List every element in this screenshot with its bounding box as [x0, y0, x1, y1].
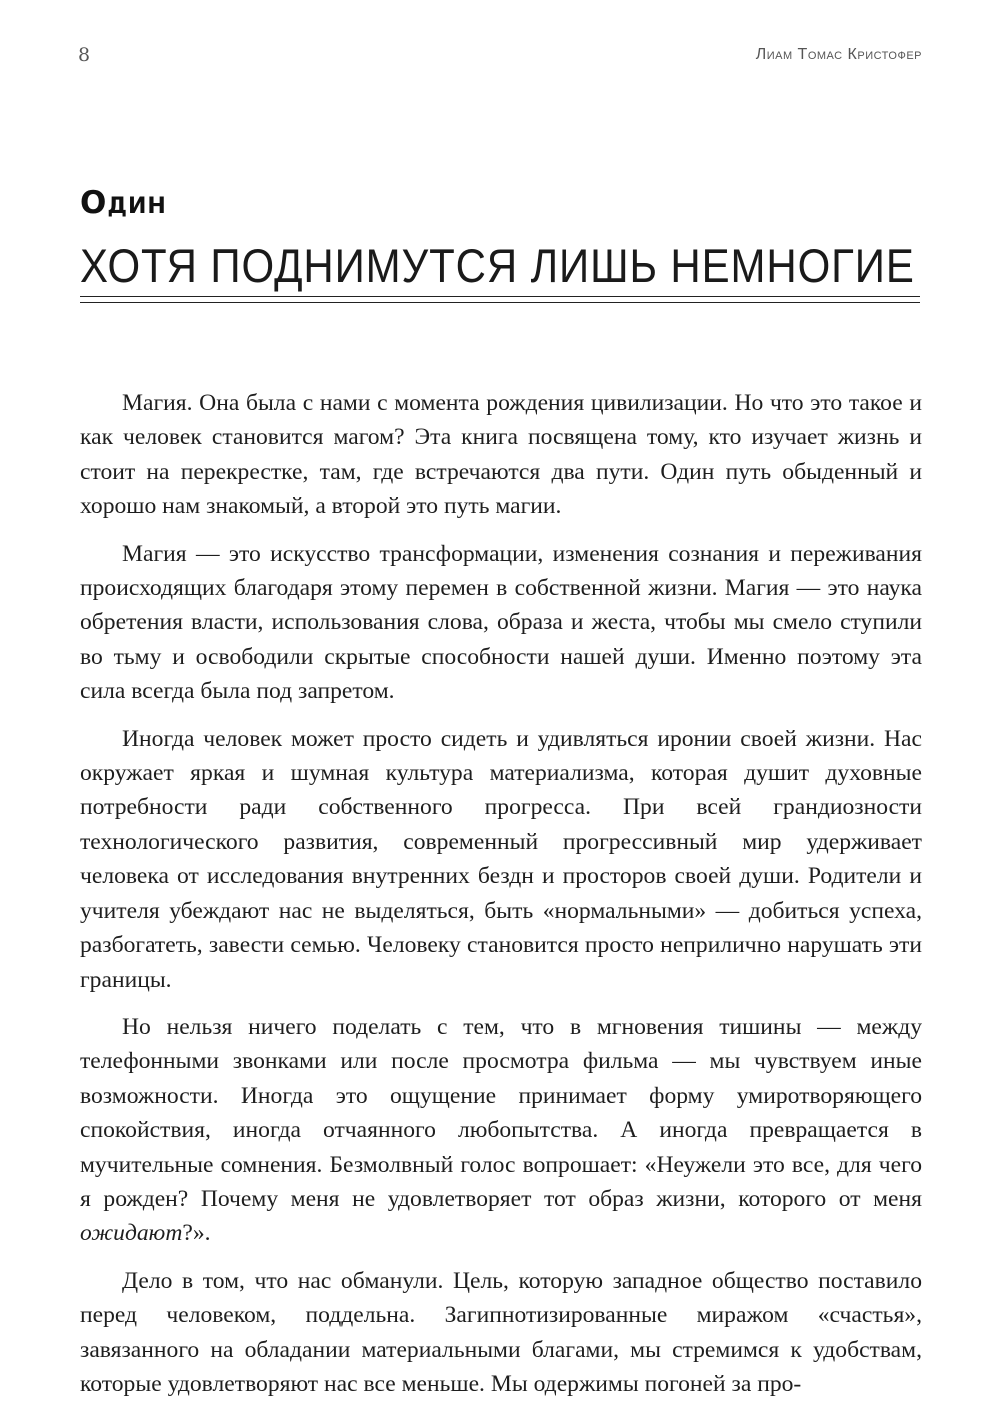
paragraph-text: Но нельзя ничего поделать с тем, что в мгновения тишины — между телефонными звонками или после просмотра фильма — мы чувствуем иные возможности. Иногда это ощущение принимает форму умиротворяющего спокойствия, иногда отчаянного любопытства. А иногда превращается в мучительные сомнения. Безмолвный голос вопрошает: «Неужели это все, для чего я рожден? Почему меня не удовлетворяет тот образ жизни, которого от меня	[80, 1013, 922, 1212]
paragraph: Магия. Она была с нами с момента рождения цивилизации. Но что это такое и как человек становится магом? Эта книга посвящена тому, кто изучает жизнь и стоит на перекрестке, там, где встречаются два пути. Один путь обыденный и хорошо нам знакомый, а второй это путь магии.	[80, 390, 922, 520]
body-text	[80, 386, 922, 1414]
chapter-title: ХОТЯ ПОДНИМУТСЯ ЛИШЬ НЕМНОГИЕ	[80, 239, 915, 292]
paragraph: Дело в том, что нас обманули. Цель, которую западное общество поставило перед человеком, поддельна. Загипнотизированные миражом «счастья», завязанного на обладании материальными благами, мы стремимся к удобствам, которые удовлетворяют нас все меньше. Мы одержимы погоней за про-	[80, 1267, 922, 1397]
paragraph-text-end: ?».	[182, 1220, 211, 1247]
title-rule-top	[80, 296, 920, 297]
title-rule-bottom	[80, 302, 920, 303]
running-head: Лиам Томас Кристофер	[755, 46, 922, 63]
paragraph	[80, 1010, 922, 1251]
page-number: 8	[78, 44, 91, 66]
chapter-label: Один	[80, 185, 167, 221]
paragraph: Магия — это искусство трансформации, изменения сознания и переживания происходящих благодаря этому перемен в собственной жизни. Магия — это наука обретения власти, использования слова, образа и жеста, чтобы мы смело ступили во тьму и освободили скрытые способности нашей души. Именно поэтому эта сила всегда была под запретом.	[80, 540, 922, 705]
emphasis-text: ожидают	[80, 1220, 183, 1247]
paragraph: Иногда человек может просто сидеть и удивляться иронии своей жизни. Нас окружает яркая и шумная культура материализма, которая душит духовные потребности ради собственного прогресса. При всей грандиозности технологического развития, современный прогрессивный мир удерживает человека от исследования внутренних бездн и просторов своей души. Родители и учителя убеждают нас не выделяться, быть «нормальными» — добиться успеха, разбогатеть, завести семью. Человеку становится просто неприлично нарушать эти границы.	[80, 725, 922, 993]
